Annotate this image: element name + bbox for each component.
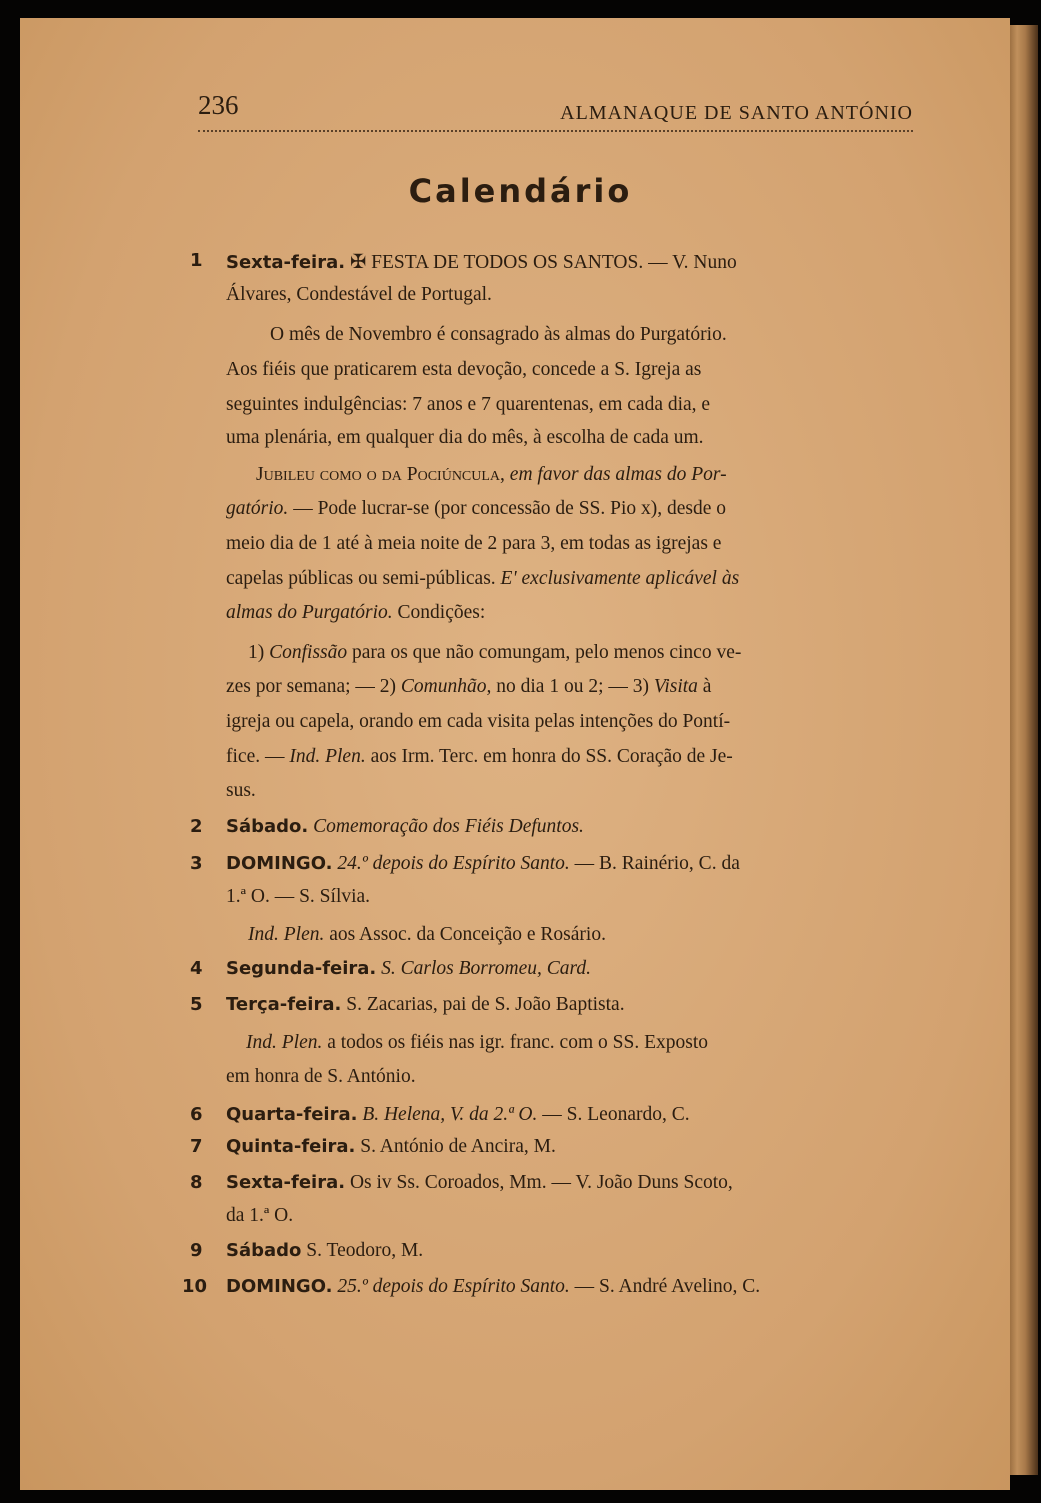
entry-text: Comemoração dos Fiéis Defuntos. [313,816,584,837]
page-title: Calendário [408,172,633,210]
paragraph-text: capelas públicas ou semi-públicas. [226,568,496,589]
conditions-text: 1) [248,642,265,663]
entry-4 [190,958,591,980]
entry-text: S. Teodoro, M. [306,1240,424,1261]
paragraph-1-line-4: uma plenária, em qualquer dia do mês, à escolha de cada um. [226,427,704,448]
entry-weekday: Sexta-feira. [226,1172,346,1193]
entry-8-line-1 [190,1172,733,1194]
conditions-text: fice. — [226,746,285,767]
entry-text: — B. Rainério, C. da [574,853,740,874]
entry-2 [190,816,584,838]
jubilee-subtitle-end: gatório. [226,498,289,519]
paragraph-1-line-3: seguintes indulgências: 7 anos e 7 quarentenas, em cada dia, e [226,394,711,415]
entry-text: aos Assoc. da Conceição e Rosário. [329,924,606,945]
entry-5-line-1 [190,994,625,1016]
entry-weekday: Quarta-feira. [226,1104,358,1125]
conditions-italic: Ind. Plen. [289,746,366,767]
entry-5-line-2 [246,1032,708,1054]
entry-number: 4 [190,958,203,979]
entry-weekday: DOMINGO. [226,853,333,874]
page-header [198,90,913,132]
paragraph-2-line-1 [256,464,727,486]
entry-9 [190,1240,424,1262]
page-number: 236 [198,90,239,120]
entry-weekday: Segunda-feira. [226,958,377,979]
conditions-text: para os que não comungam, pelo menos cinco ve- [352,642,742,663]
paragraph-text: — Pode lucrar-se (por concessão de SS. Pio x), desde o [293,498,727,519]
conditions-line-1 [248,642,741,664]
paragraph-1-line-2: Aos fiéis que praticarem esta devoção, concede a S. Igreja as [226,359,702,380]
entry-1-line-1 [190,250,737,274]
cross-icon: ✠ [349,252,367,273]
entry-number: 5 [190,994,203,1015]
entry-text: Os iv Ss. Coroados, Mm. — V. João Duns Scoto, [349,1172,733,1193]
conditions-italic: Confissão [269,642,348,663]
entry-number: 10 [182,1276,208,1297]
entry-3-line-3 [248,924,606,946]
entry-number: 2 [190,816,203,837]
entry-italic: B. Helena, V. da 2.ª O. [362,1104,538,1125]
conditions-line-3: igreja ou capela, orando em cada visita pelas intenções do Pontí- [226,711,731,732]
entry-text: S. Zacarias, pai de S. João Baptista. [346,994,625,1015]
entry-weekday: Sábado [226,1240,302,1261]
paragraph-2-line-5 [226,602,485,624]
entry-text: S. António de Ancira, M. [360,1136,556,1157]
entry-7 [190,1136,556,1158]
conditions-text: zes por semana; — 2) [226,676,397,697]
paragraph-2-line-4 [226,568,739,590]
entry-8-line-2: da 1.ª O. [226,1205,294,1226]
entry-text: — S. Leonardo, C. [542,1104,690,1125]
entry-weekday: Sábado. [226,816,309,837]
entry-weekday: Quinta-feira. [226,1136,356,1157]
entry-10 [182,1276,761,1298]
paragraph-2-line-3: meio dia de 1 até à meia noite de 2 para 3, em todas as igrejas e [226,533,722,554]
entry-5-line-3: em honra de S. António. [226,1066,416,1087]
paragraph-1-line-1: O mês de Novembro é consagrado às almas do Purgatório. [270,324,727,345]
book-spine [1006,25,1038,1475]
entry-text: a todos os fiéis nas igr. franc. com o SS. Exposto [327,1032,708,1053]
running-title: ALMANAQUE DE SANTO ANTÓNIO [560,102,913,124]
jubilee-heading: Jubileu como o da Pociúncula, [256,464,505,485]
entry-number: 8 [190,1172,203,1193]
entry-weekday: DOMINGO. [226,1276,333,1297]
paragraph-text: Condições: [397,602,486,623]
conditions-text: no dia 1 ou 2; — 3) [496,676,649,697]
entry-italic: 25.º depois do Espírito Santo. [337,1276,570,1297]
entry-italic: S. Carlos Borromeu, Card. [381,958,591,979]
conditions-line-2 [226,676,711,698]
entry-italic: Ind. Plen. [248,924,325,945]
entry-3-line-2: 1.ª O. — S. Sílvia. [226,886,371,907]
conditions-text: à [702,676,712,697]
paragraph-italic: E' exclusivamente aplicável às [500,568,740,589]
entry-1-line-2: Álvares, Condestável de Portugal. [226,284,492,305]
conditions-text: aos Irm. Terc. em honra do SS. Coração de Je- [370,746,733,767]
entry-number: 9 [190,1240,203,1261]
entry-6 [190,1104,690,1126]
entry-italic: 24.º depois do Espírito Santo. [337,853,570,874]
entry-weekday: Terça-feira. [226,994,342,1015]
entry-3-line-1 [190,853,740,875]
entry-italic: Ind. Plen. [246,1032,323,1053]
entry-number: 6 [190,1104,203,1125]
entry-number: 1 [190,250,203,271]
entry-number: 3 [190,853,203,874]
jubilee-subtitle: em favor das almas do Por- [509,464,727,485]
entry-text: FESTA DE TODOS OS SANTOS. — V. Nuno [371,252,737,273]
conditions-italic: Comunhão, [400,676,492,697]
entry-number: 7 [190,1136,203,1157]
entry-weekday: Sexta-feira. [226,252,346,273]
entry-text: — S. André Avelino, C. [574,1276,761,1297]
conditions-line-5: sus. [226,780,256,801]
paragraph-italic: almas do Purgatório. [226,602,393,623]
conditions-line-4 [226,746,733,768]
conditions-italic: Visita [653,676,698,697]
paragraph-2-line-2 [226,498,726,520]
